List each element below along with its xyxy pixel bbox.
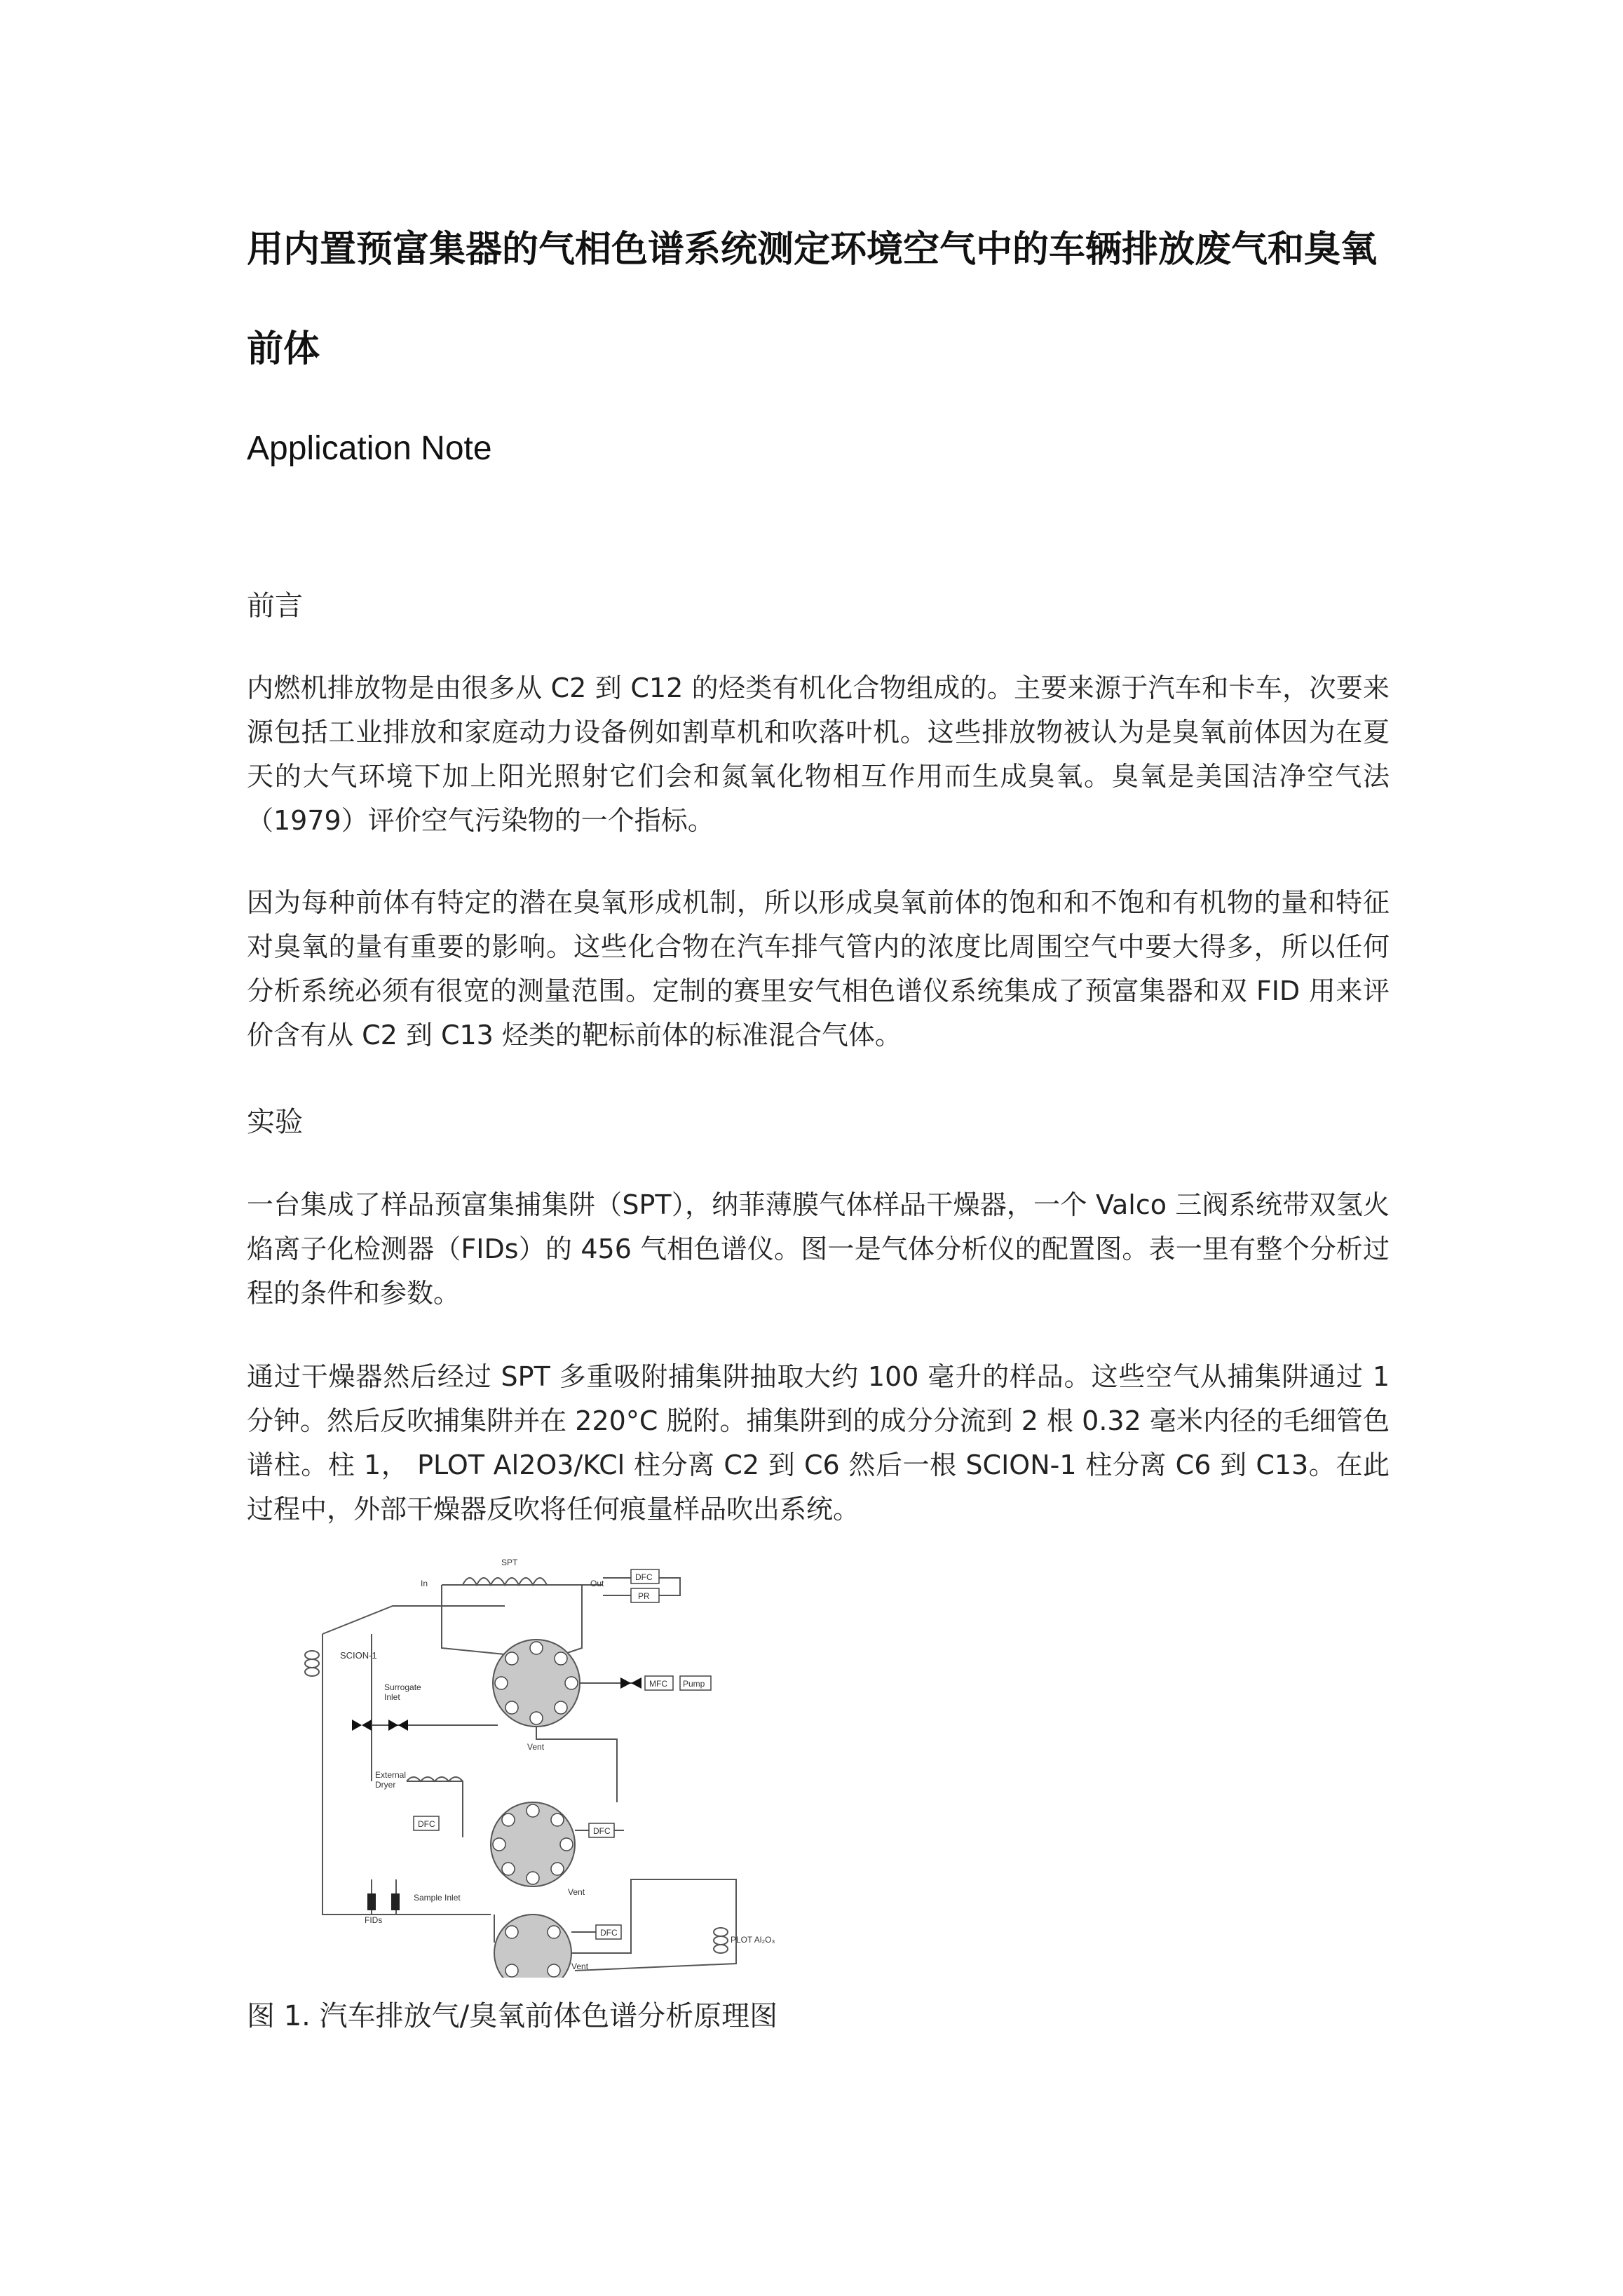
experiment-paragraph-1: 一台集成了样品预富集捕集阱（SPT），纳菲薄膜气体样品干燥器，一个 Valco 三阀系统带双氢火焰离子化检测器（FIDs）的 456 气相色谱仪。图一是气体分析仪的配置图。表一里有整个分析过程的条件和参数。 — [247, 1189, 1390, 1309]
label-vent-3: Vent — [571, 1961, 589, 1971]
label-dfc-top: DFC — [635, 1572, 653, 1582]
intro-paragraph-1: 内燃机排放物是由很多从 C2 到 C12 的烃类有机化合物组成的。主要来源于汽车和卡车，次要来源包括工业排放和家庭动力设备例如割草机和吹落叶机。这些排放物被认为是臭氧前体因为在夏天的大气环境下加上阳光照射它们会和氮氧化物相互作用而生成臭氧。臭氧是美国洁净空气法（1979）评价空气污染物的一个指标。 — [247, 673, 1390, 836]
label-fids: FIDs — [365, 1915, 383, 1925]
label-inlet: Inlet — [384, 1692, 400, 1702]
label-mfc: MFC — [649, 1679, 667, 1689]
intro-paragraph-2: 因为每种前体有特定的潜在臭氧形成机制，所以形成臭氧前体的饱和和不饱和有机物的量和特征对臭氧的量有重要的影响。这些化合物在汽车排气管内的浓度比周围空气中要大得多，所以任何分析系统必须有很宽的测量范围。定制的赛里安气相色谱仪系统集成了预富集器和双 FID 用来评价含有从 C2 到 C13 烃类的靶标前体的标准混合气体。 — [247, 887, 1390, 1051]
gc-schematic-diagram — [301, 1550, 951, 1978]
label-pr: PR — [638, 1591, 650, 1601]
label-spt: SPT — [501, 1558, 518, 1567]
label-scion: SCION-1 — [340, 1650, 377, 1661]
label-dfc-bottom: DFC — [600, 1928, 618, 1938]
label-out: Out — [590, 1579, 604, 1588]
label-external: External — [375, 1770, 407, 1780]
label-dfc-right: DFC — [593, 1826, 611, 1836]
label-dryer: Dryer — [375, 1780, 396, 1790]
label-vent-2: Vent — [568, 1887, 585, 1897]
schematic-figure — [301, 1550, 951, 1978]
label-plot: PLOT Al₂O₃ — [731, 1935, 775, 1945]
section-heading-intro: 前言 — [247, 590, 303, 622]
label-pump: Pump — [683, 1679, 705, 1689]
document-title: 用内置预富集器的气相色谱系统测定环境空气中的车辆排放废气和臭氧前体 — [247, 229, 1378, 370]
label-vent-1: Vent — [527, 1742, 545, 1752]
section-heading-experiment: 实验 — [247, 1106, 303, 1138]
label-sample-inlet: Sample Inlet — [414, 1893, 461, 1903]
figure-caption: 图 1. 汽车排放气/臭氧前体色谱分析原理图 — [247, 2000, 778, 2032]
experiment-paragraph-2: 通过干燥器然后经过 SPT 多重吸附捕集阱抽取大约 100 毫升的样品。这些空气从捕集阱通过 1 分钟。然后反吹捕集阱并在 220°C 脱附。捕集阱到的成分分流到 2 根 0.32 毫米内径的毛细管色谱柱。柱 1， PLOT Al2O3/KCl 柱分离 C2 到 C6 然后一根 SCION-1 柱分离 C6 到 C13。在此过程中，外部干燥器反吹将任何痕量样品吹出系统。 — [247, 1361, 1390, 1525]
document-subtitle: Application Note — [247, 430, 492, 467]
label-surrogate: Surrogate — [384, 1682, 421, 1692]
label-in: In — [421, 1579, 428, 1588]
label-dfc-mid: DFC — [418, 1819, 435, 1829]
